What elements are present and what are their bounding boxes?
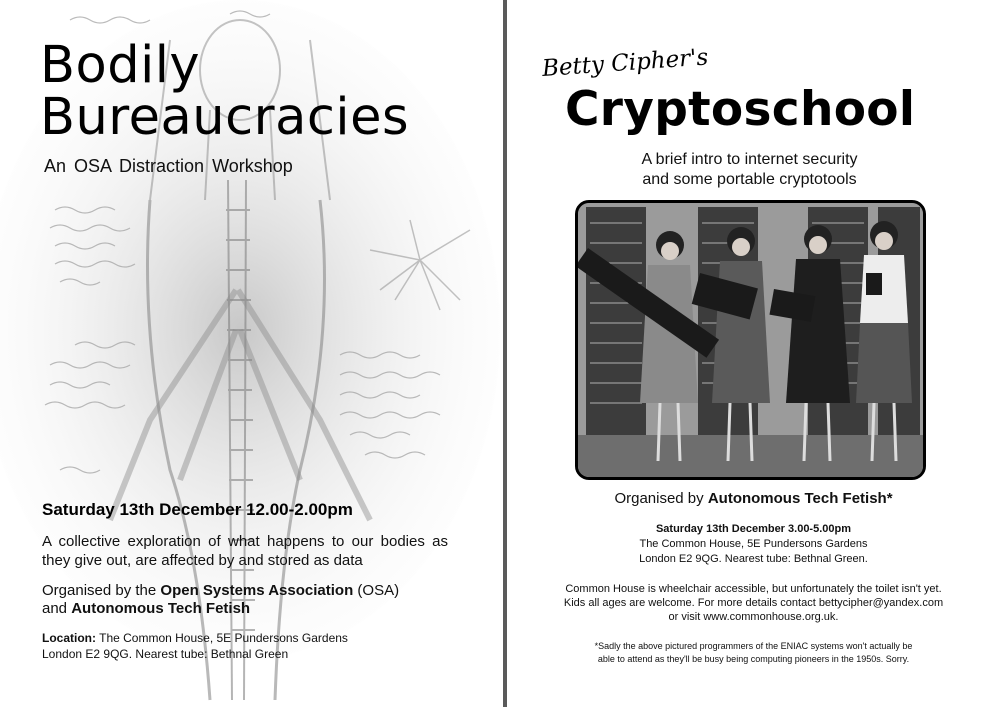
access-line-2: Kids all ages are welcome. For more details contact bettycipher@yandex.com — [563, 597, 944, 609]
org-and: and — [42, 600, 72, 617]
workshop-date-time: Saturday 13th December 12.00-2.00pm — [42, 500, 353, 519]
photo-illustration — [578, 203, 923, 477]
cryptoschool-intro — [567, 150, 932, 190]
note-line-2: able to attend as they'll be busy being computing pioneers in the 1950s. Sorry. — [597, 654, 910, 664]
org-prefix: Organised by — [614, 490, 708, 507]
workshop-title — [40, 36, 410, 147]
eniac-programmers-photo — [575, 200, 926, 480]
access-line-1: Common House is wheelchair accessible, but unfortunately the toilet isn't yet. — [565, 583, 942, 595]
brand-script: Betty Cipher's — [541, 44, 710, 82]
cryptoschool-title: Cryptoschool — [565, 82, 916, 137]
accessibility-info — [507, 582, 1000, 624]
footnote — [507, 640, 1000, 666]
location-line-2: London E2 9QG. Nearest tube: Bethnal Green — [42, 647, 289, 661]
org-mid: (OSA) — [353, 582, 400, 599]
org-prefix: Organised by the — [42, 582, 161, 599]
workshop-description: A collective exploration of what happens to our bodies as they give out, are affected by and stored as data — [42, 533, 448, 569]
event-date-time: Saturday 13th December 3.00-5.00pm — [655, 523, 852, 535]
workshop-location — [42, 630, 462, 662]
location-label: Location: — [42, 631, 96, 645]
address-line-1: The Common House, 5E Pundersons Gardens — [639, 538, 868, 550]
org-name-atf: Autonomous Tech Fetish — [71, 600, 251, 617]
intro-line-2: and some portable cryptotools — [642, 171, 857, 188]
intro-line-1: A brief intro to internet security — [641, 151, 858, 168]
title-line-1: Bodily — [40, 36, 201, 95]
access-line-3: or visit www.commonhouse.org.uk. — [668, 611, 839, 623]
location-line-1: The Common House, 5E Pundersons Gardens — [96, 631, 348, 645]
cryptoschool-organiser — [507, 490, 1000, 507]
workshop-organisers — [42, 582, 462, 618]
right-flyer — [507, 0, 1000, 707]
org-name-osa: Open Systems Association — [160, 582, 354, 599]
workshop-subtitle: An OSA Distraction Workshop — [44, 156, 293, 176]
event-details — [507, 522, 1000, 567]
address-line-2: London E2 9QG. Nearest tube: Bethnal Green. — [639, 553, 868, 565]
org-name: Autonomous Tech Fetish* — [707, 490, 893, 507]
title-line-2: Bureaucracies — [40, 88, 410, 147]
note-line-1: *Sadly the above pictured programmers of the ENIAC systems won't actually be — [594, 641, 913, 651]
